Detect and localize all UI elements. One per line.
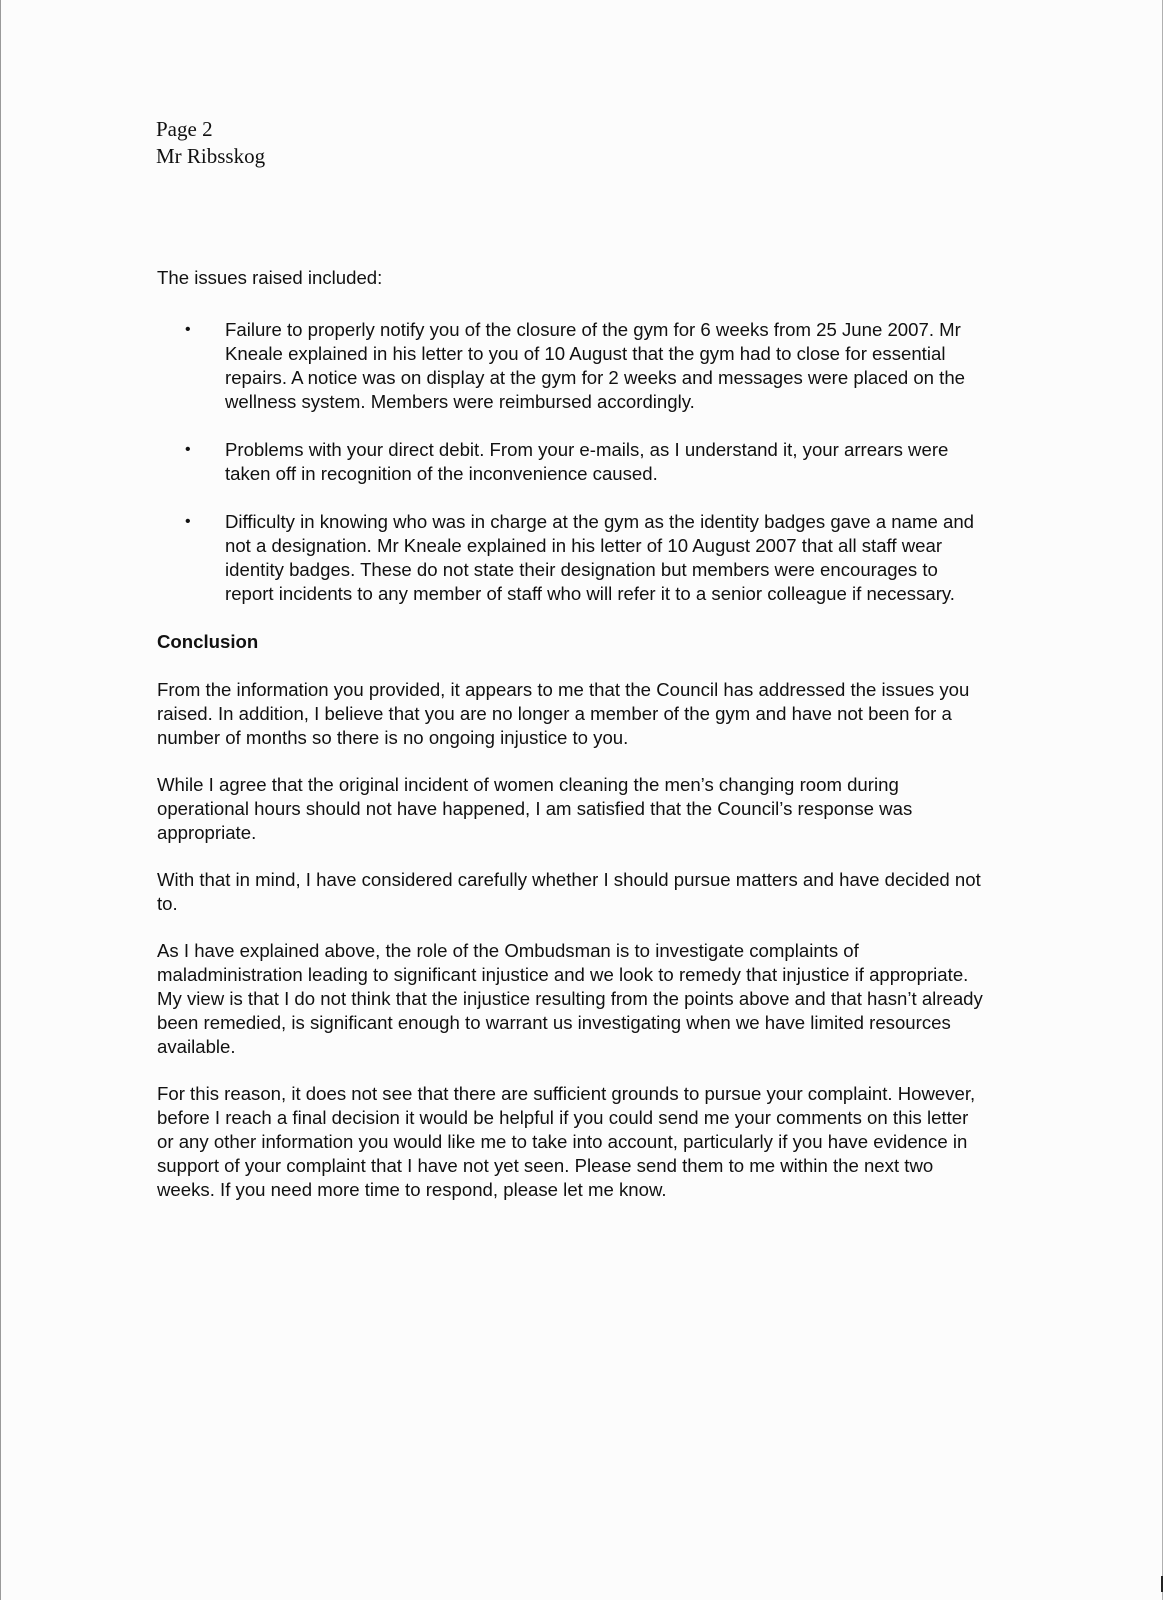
bullet-icon: • <box>185 513 191 530</box>
issue-item <box>157 318 987 414</box>
letter-body <box>157 266 987 1225</box>
conclusion-heading: Conclusion <box>157 631 259 652</box>
conclusion-paragraph: With that in mind, I have considered carefully whether I should pursue matters and have decided not to. <box>157 869 981 914</box>
bullet-icon: • <box>185 441 191 458</box>
page-number-label: Page 2 <box>156 117 213 141</box>
issue-item <box>157 510 987 606</box>
recipient-name: Mr Ribsskog <box>156 144 266 168</box>
issues-intro: The issues raised included: <box>157 267 383 288</box>
conclusion-paragraph: While I agree that the original incident of women cleaning the men’s changing room during operational hours should not have happened, I am satisfied that the Council’s response was appropriate. <box>157 774 913 843</box>
issues-list <box>157 318 987 606</box>
issue-text: Problems with your direct debit. From your e-mails, as I understand it, your arrears were taken off in recognition of the inconvenience caused. <box>225 439 949 484</box>
scan-edge-left <box>0 0 1 1600</box>
page-header <box>156 116 265 170</box>
conclusion-paragraph: As I have explained above, the role of the Ombudsman is to investigate complaints of maladministration leading to significant injustice and we look to remedy that injustice if appropriate. My view is that I do not think that the injustice resulting from the points above and that hasn’t already been remedied, is significant enough to warrant us investigating when we have limited resources available. <box>157 940 983 1057</box>
bullet-icon: • <box>185 321 191 338</box>
issue-text: Difficulty in knowing who was in charge at the gym as the identity badges gave a name and not a designation. Mr Kneale explained in his letter of 10 August 2007 that all staff wear identity badges. These do not state their designation but members were encourages to report incidents to any member of staff who will refer it to a senior colleague if necessary. <box>225 511 975 604</box>
issue-text: Failure to properly notify you of the closure of the gym for 6 weeks from 25 June 2007. Mr Kneale explained in his letter to you of 10 August that the gym had to close for essential repairs. A notice was on display at the gym for 2 weeks and messages were placed on the wellness system. Members were reimbursed accordingly. <box>225 319 966 412</box>
issue-item <box>157 438 987 486</box>
conclusion-paragraph: From the information you provided, it appears to me that the Council has addressed the issues you raised. In addition, I believe that you are no longer a member of the gym and have not been for a number of months so there is no ongoing injustice to you. <box>157 679 970 748</box>
conclusion-paragraph: For this reason, it does not see that there are sufficient grounds to pursue your complaint. However, before I reach a final decision it would be helpful if you could send me your comments on this letter or any other information you would like me to take into account, particularly if you have evidence in support of your complaint that I have not yet seen. Please send them to me within the next two weeks. If you need more time to respond, please let me know. <box>157 1083 976 1200</box>
